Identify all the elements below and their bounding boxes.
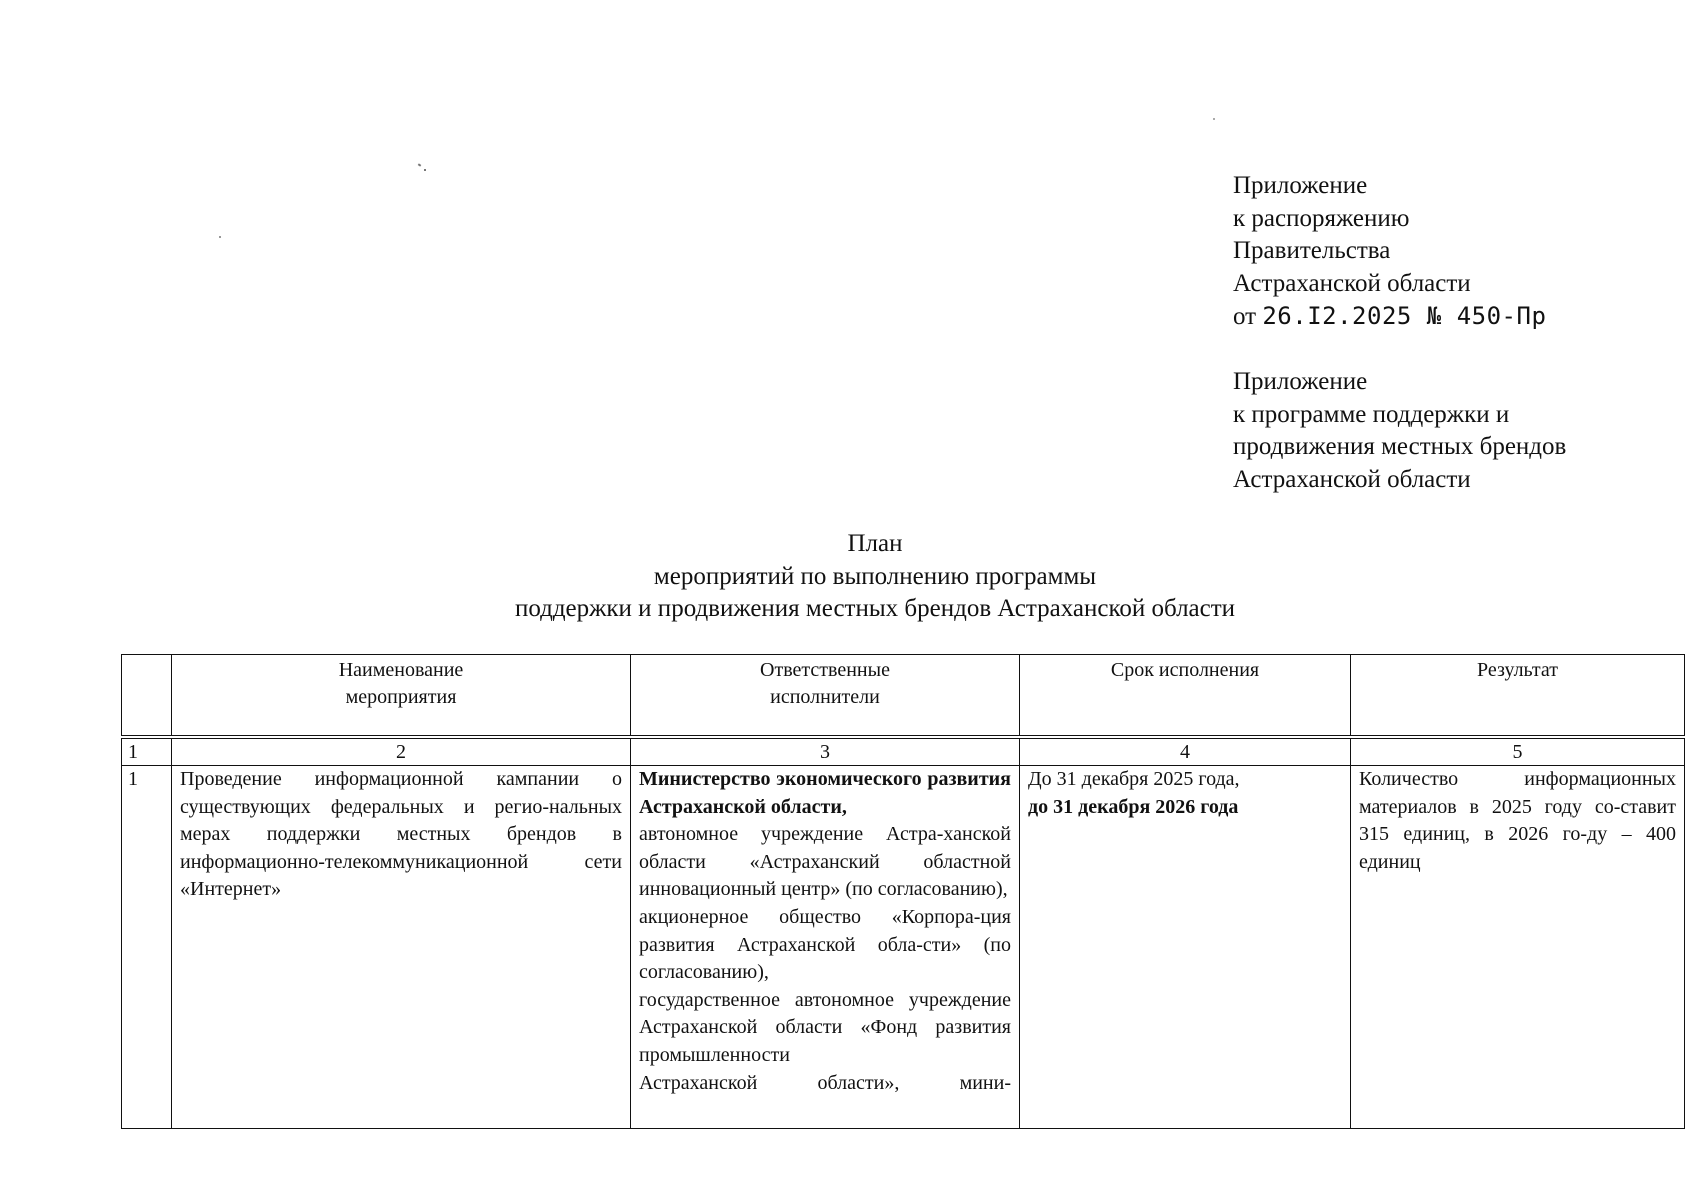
executor-entry: акционерное общество «Корпора-ция развития Астраханской обла-сти» (по согласованию), xyxy=(639,905,1011,984)
header-cell-deadline: Срок исполнения xyxy=(1020,655,1351,738)
executor-entry: Астраханской области», мини- xyxy=(639,1071,1011,1094)
appendix-program-line: Астраханской области xyxy=(1233,465,1471,493)
appendix-program-line: Приложение xyxy=(1233,368,1368,395)
appendix-program-block xyxy=(1233,366,1566,496)
appendix-order-line: Астраханской области xyxy=(1233,269,1471,297)
deadline-cell xyxy=(1020,766,1351,1129)
column-numbers-row xyxy=(122,737,1685,766)
appendix-program-line: к программе поддержки и xyxy=(1233,400,1510,428)
event-cell: Проведение информационной кампании о существующих федеральных и регио-нальных мерах поддержки местных брендов в информационно-телекоммуникационной сети «Интернет» xyxy=(172,766,631,1129)
table-header-row xyxy=(122,655,1685,738)
scan-speck xyxy=(219,236,221,238)
appendix-order-date-line xyxy=(1233,300,1546,334)
appendix-program-line: продвижения местных брендов xyxy=(1233,433,1567,460)
scan-speck xyxy=(424,169,426,171)
table-row xyxy=(122,766,1685,1129)
column-number-cell: 4 xyxy=(1020,737,1351,766)
deadline-line: до 31 декабря 2026 года xyxy=(1028,795,1239,818)
appendix-order-line: Приложение xyxy=(1233,172,1368,199)
appendix-order-line: Правительства xyxy=(1233,237,1391,264)
plan-title-line: поддержки и продвижения местных брендов Астраханской области xyxy=(514,595,1236,622)
column-number-cell: 2 xyxy=(172,737,631,766)
date-prefix: от xyxy=(1233,303,1257,330)
appendix-order-block xyxy=(1233,170,1546,334)
appendix-order-line: к распоряжению xyxy=(1233,204,1410,232)
header-cell-result: Результат xyxy=(1351,655,1685,738)
header-executors-line: исполнители xyxy=(770,686,880,708)
column-number-cell: 3 xyxy=(631,737,1020,766)
deadline-line: До 31 декабря 2025 года, xyxy=(1028,768,1240,790)
plan-table xyxy=(121,654,1685,1129)
date-and-number: 26.I2.2025 № 450-Пр xyxy=(1262,302,1547,330)
executor-entry: Министерство экономического развития Астраханской области, xyxy=(639,768,1011,818)
row-number-cell: 1 xyxy=(122,766,172,1129)
scan-speck xyxy=(1213,118,1215,120)
column-number-cell: 1 xyxy=(122,737,172,766)
header-event-line: мероприятия xyxy=(345,686,457,708)
scan-speck xyxy=(418,163,422,166)
header-cell-executors xyxy=(631,655,1020,738)
executor-entry: государственное автономное учреждение Астраханской области «Фонд развития промышленности xyxy=(639,988,1011,1066)
header-event-line: Наименование xyxy=(338,659,464,681)
header-cell-event xyxy=(172,655,631,738)
executor-entry: автономное учреждение Астра-ханской области «Астраханский областной инновационный центр» (по согласованию), xyxy=(639,823,1011,901)
header-cell-number xyxy=(122,655,172,738)
header-executors-line: Ответственные xyxy=(760,659,890,681)
executors-cell xyxy=(631,766,1020,1129)
plan-title xyxy=(0,528,1705,626)
result-cell: Количество информационных материалов в 2025 году со-ставит 315 единиц, в 2026 го-ду – 400 единиц xyxy=(1351,766,1685,1129)
plan-title-line: План xyxy=(847,530,903,557)
plan-title-line: мероприятий по выполнению программы xyxy=(653,562,1097,590)
column-number-cell: 5 xyxy=(1351,737,1685,766)
